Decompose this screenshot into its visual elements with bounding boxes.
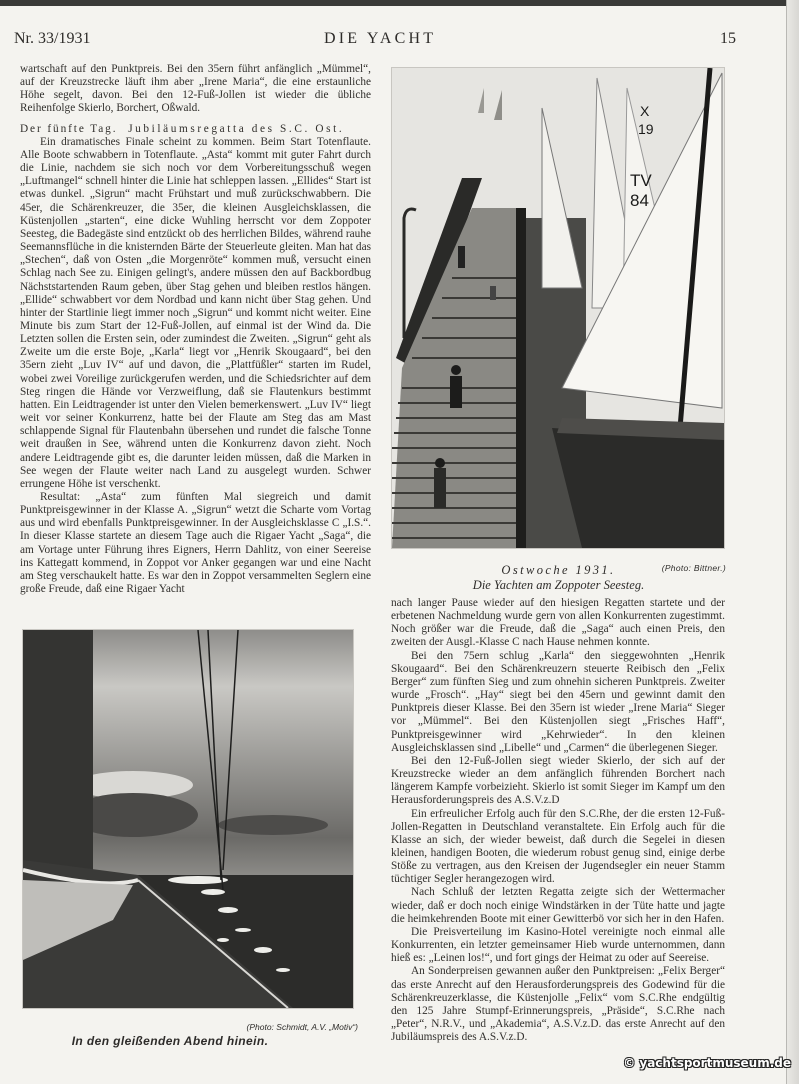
continuation-paragraph: nach langer Pause wieder auf den hiesigen Regatten startete und der erbetenen Nachmeldung wurde gern von allen Konkurrenten zugestimmt. Noch größer war die Freude, daß die „Saga“ auch einen Preis, den zweiten der Ausgl.-Klasse C nach Hause nehmen konnte. xyxy=(391,597,725,649)
svg-text:84: 84 xyxy=(630,191,649,210)
scan-top-edge xyxy=(0,0,799,6)
paragraph: Die Preisverteilung im Kasino-Hotel vereinigte noch einmal alle Konkurrenten, ein letzter gemeinsamer Hieb wurde unternommen, dann hieß es: „Leinen los!“, und fort gings der Heimat zu oder auf Seereise. xyxy=(391,925,725,965)
paragraph: An Sonderpreisen gewannen außer den Punktpreisen: „Felix Berger“ das erste Anrecht auf den Herausforderungspreis des Godewind für die Schärenkreuzerklasse, die Küstenjolle „Felix“ vom S.C.Rhe endgültig den 125 Jahre Stumpf-Erinnerungspreis, „Präside“, S.C.Rhe nach „Peter“, N.R.V., und „Akademia“, A.S.V.z.D. das erste Anrecht auf den Jubiläumspreis des A.S.V.z.D. xyxy=(391,965,725,1044)
subheading-regatta: Jubiläumsregatta des S.C. Ost. xyxy=(128,122,345,135)
page-number: 15 xyxy=(720,30,736,47)
scan-binding-edge xyxy=(786,0,799,1084)
photo-evening-sail xyxy=(22,629,354,1009)
page-header xyxy=(14,30,744,52)
photo-credit: (Photo: Schmidt, A.V. „Motiv“) xyxy=(246,1022,358,1032)
paragraph: Resultat: „Asta“ zum fünften Mal siegreich und damit Punktpreisgewinner in der Klasse A. „Sigrun“ wetzt die Scharte vom Vortag aus und wird ebenfalls Punktpreisgewinner. In der Ausgleichsklasse C „I.S.“. In dieser Klasse startete an diesem Tage auch die Rigaer Yacht „Saga“, die am Vortage unter Führung ihres Eigners, Herrn Dahlitz, von einer Seereise ins Kattegatt kommend, in Zoppot vor Anker gegangen war und eine Nacht am Steg verschaukelt hatte. Es war den in Zoppot versammelten Seglern eine große Freude, daß eine Rigaer Yacht xyxy=(20,491,371,596)
paragraph: Nach Schluß der letzten Regatta zeigte sich der Wettermacher wieder, daß er doch noch einige Windstärken in der Tüte hatte und jagte die heimkehrenden Boote mit einer Gewitterbö vor sich her in den Hafen. xyxy=(391,886,725,925)
sail-number-x19: X xyxy=(640,103,650,119)
svg-text:19: 19 xyxy=(638,121,654,137)
paragraph: Ein dramatisches Finale scheint zu kommen. Beim Start Totenflaute. Alle Boote schwabbern in Totenflaute. „Asta“ kommt mit guter Fahrt durch die Linie, nachdem sie sich noch vor dem Vorbereitungsschuß wegen „Luftmangel“ schnell hinter die Linie hat schleppen lassen. „Ellides“ Start ist etwas dunkel. „Sigrun“ macht Frühstart und muß zurückschwabbern. Die 45er, die Schärenkreuzer, die 35er, die kleinen Ausgleichsklassen, die Küstenjollen „starten“, eine dicke Wuhling herrscht vor dem Zoppoter Seesteg, die Badegäste sind entzückt ob des herrlichen Bildes, während rauhe Seemannsflüche in die knisternden Bärte der Steuerleute gleiten. Man hat das „Stechen“, daß von Osten „die Morgenröte“ kommen muß, versucht einen Schlag nach See zu. Einigen gelingt's, andere müssen den auf Backbordbug Nächststartenden Raum geben, über Stag gehen und bleiben restlos hängen. „Ellide“ schwabbert vor dem Nordbad und kann nicht über Stag gehen. Und hinter der Startlinie liegt immer noch „Sigrun“ und kommt nicht weiter. Eine Minute bis zum Start der 12-Fuß-Jollen, auf einmal ist der Wind da. Die Letzten sollen die Ersten sein, oder zumindest die Zweiten. „Sigrun“ geht als Zweite um die erste Boje, „Karla“ liegt vor „Henrik Skougaard“, bei den 35ern zieht „Luv IV“ auf und davon, die „Plattfüßler“ starten im Rudel, wobei zwei Voreilige zurückgerufen werden, und die Schiedsrichter auf dem Steg ringen die Hände vor Verzweiflung, daß sie Flautenkurs bestimmt hatten. Ein Leidtragender ist unter den Vielen bemerkenswert. „Luv IV“ liegt weit vor seiner Konkurrenz, hatte bei der Flaute am Steg das am Mast schlappende Signal für Flautenbahn übersehen und rundet die falsche Tonne weit draußen in See, während unten die Konkurrenz davon zieht. Noch andere Leidtragende gibt es, die darunter leiden müssen, daß die Marken in See wegen der Flaute weiter nach Land zu ausgelegt wurden. Schwer errungene Höhe ist verschenkt. xyxy=(20,135,371,490)
sail-number-tv84: TV xyxy=(630,171,652,190)
paragraph: Ein erfreulicher Erfolg auch für den S.C.Rhe, der die ersten 12-Fuß-Jollen-Regatten in Deutschland veranstaltete. Ein Erfolg auch für die Klasse an sich, der wieder beweist, daß durch die Segelei in diesen kleinen, handigen Booten, die wiederum robust genug sind, einige derbe Stöße zu vertragen, aus den Kreisen der Jugendsegler ein neuer Stamm tüchtiger Segler herangezogen wird. xyxy=(391,807,725,886)
photo-credit: (Photo: Bittner.) xyxy=(661,563,726,573)
evening-photo-caption xyxy=(22,1022,358,1048)
subheading-day: Der fünfte Tag. xyxy=(20,122,118,135)
pier-photo-illustration xyxy=(392,68,724,548)
section-subheading xyxy=(20,123,371,136)
caption-subtitle: Die Yachten am Zoppoter Seesteg. xyxy=(472,578,645,592)
paragraph: Bei den 75ern schlug „Karla“ den sieggewohnten „Henrik Skougaard“. Bei den Schärenkreuzern steuerte Reibisch den „Felix Berger“ zum fünften Sieg und zum ohnehin sicheren Punktpreis. Zweiter wurde „Frosch“. „Hay“ siegt bei den 45ern und gewinnt damit den Punktpreis dieser Klasse. Bei den 35ern ist wieder „Irene Maria“ Sieger vor „Mümmel“. Bei den Küstenjollen siegt „Frisches Haff“, Punktpreisgewinner wird „Kehrwieder“. In den kleinen Ausgleichsklassen sind „Libelle“ und „Carmen“ die überlegenen Sieger. xyxy=(391,649,725,754)
paragraph: Bei den 12-Fuß-Jollen siegt wieder Skierlo, der sich auf der Kreuzstrecke wieder an dem anfänglich führenden Borchert nach längerem Kampfe vorbeizieht. Skierlo ist somit Sieger im Kampf um den Herausforderungspreis des A.S.V.z.D xyxy=(391,754,725,807)
left-column-text xyxy=(20,63,371,596)
right-column-text xyxy=(391,597,725,1044)
continuation-paragraph: wartschaft auf den Punktpreis. Bei den 35ern führt anfänglich „Mümmel“, auf der Kreuzstrecke läuft ihm aber „Irene Maria“, die eine erstaunliche Höhe segelt, davon. Bei den 12-Fuß-Jollen ist wieder die übliche Reihenfolge Skierlo, Borchert, Oßwald. xyxy=(20,63,371,115)
watermark: © yachtsportmuseum.de xyxy=(623,1056,791,1070)
caption-title: Ostwoche 1931. xyxy=(501,563,616,577)
evening-photo-illustration xyxy=(23,630,353,1008)
issue-number: Nr. 33/1931 xyxy=(14,30,91,47)
photo-yachts-at-pier xyxy=(391,67,725,549)
pier-photo-caption xyxy=(391,563,726,593)
magazine-title: DIE YACHT xyxy=(324,30,437,47)
caption-title: In den gleißenden Abend hinein. xyxy=(71,1034,269,1048)
